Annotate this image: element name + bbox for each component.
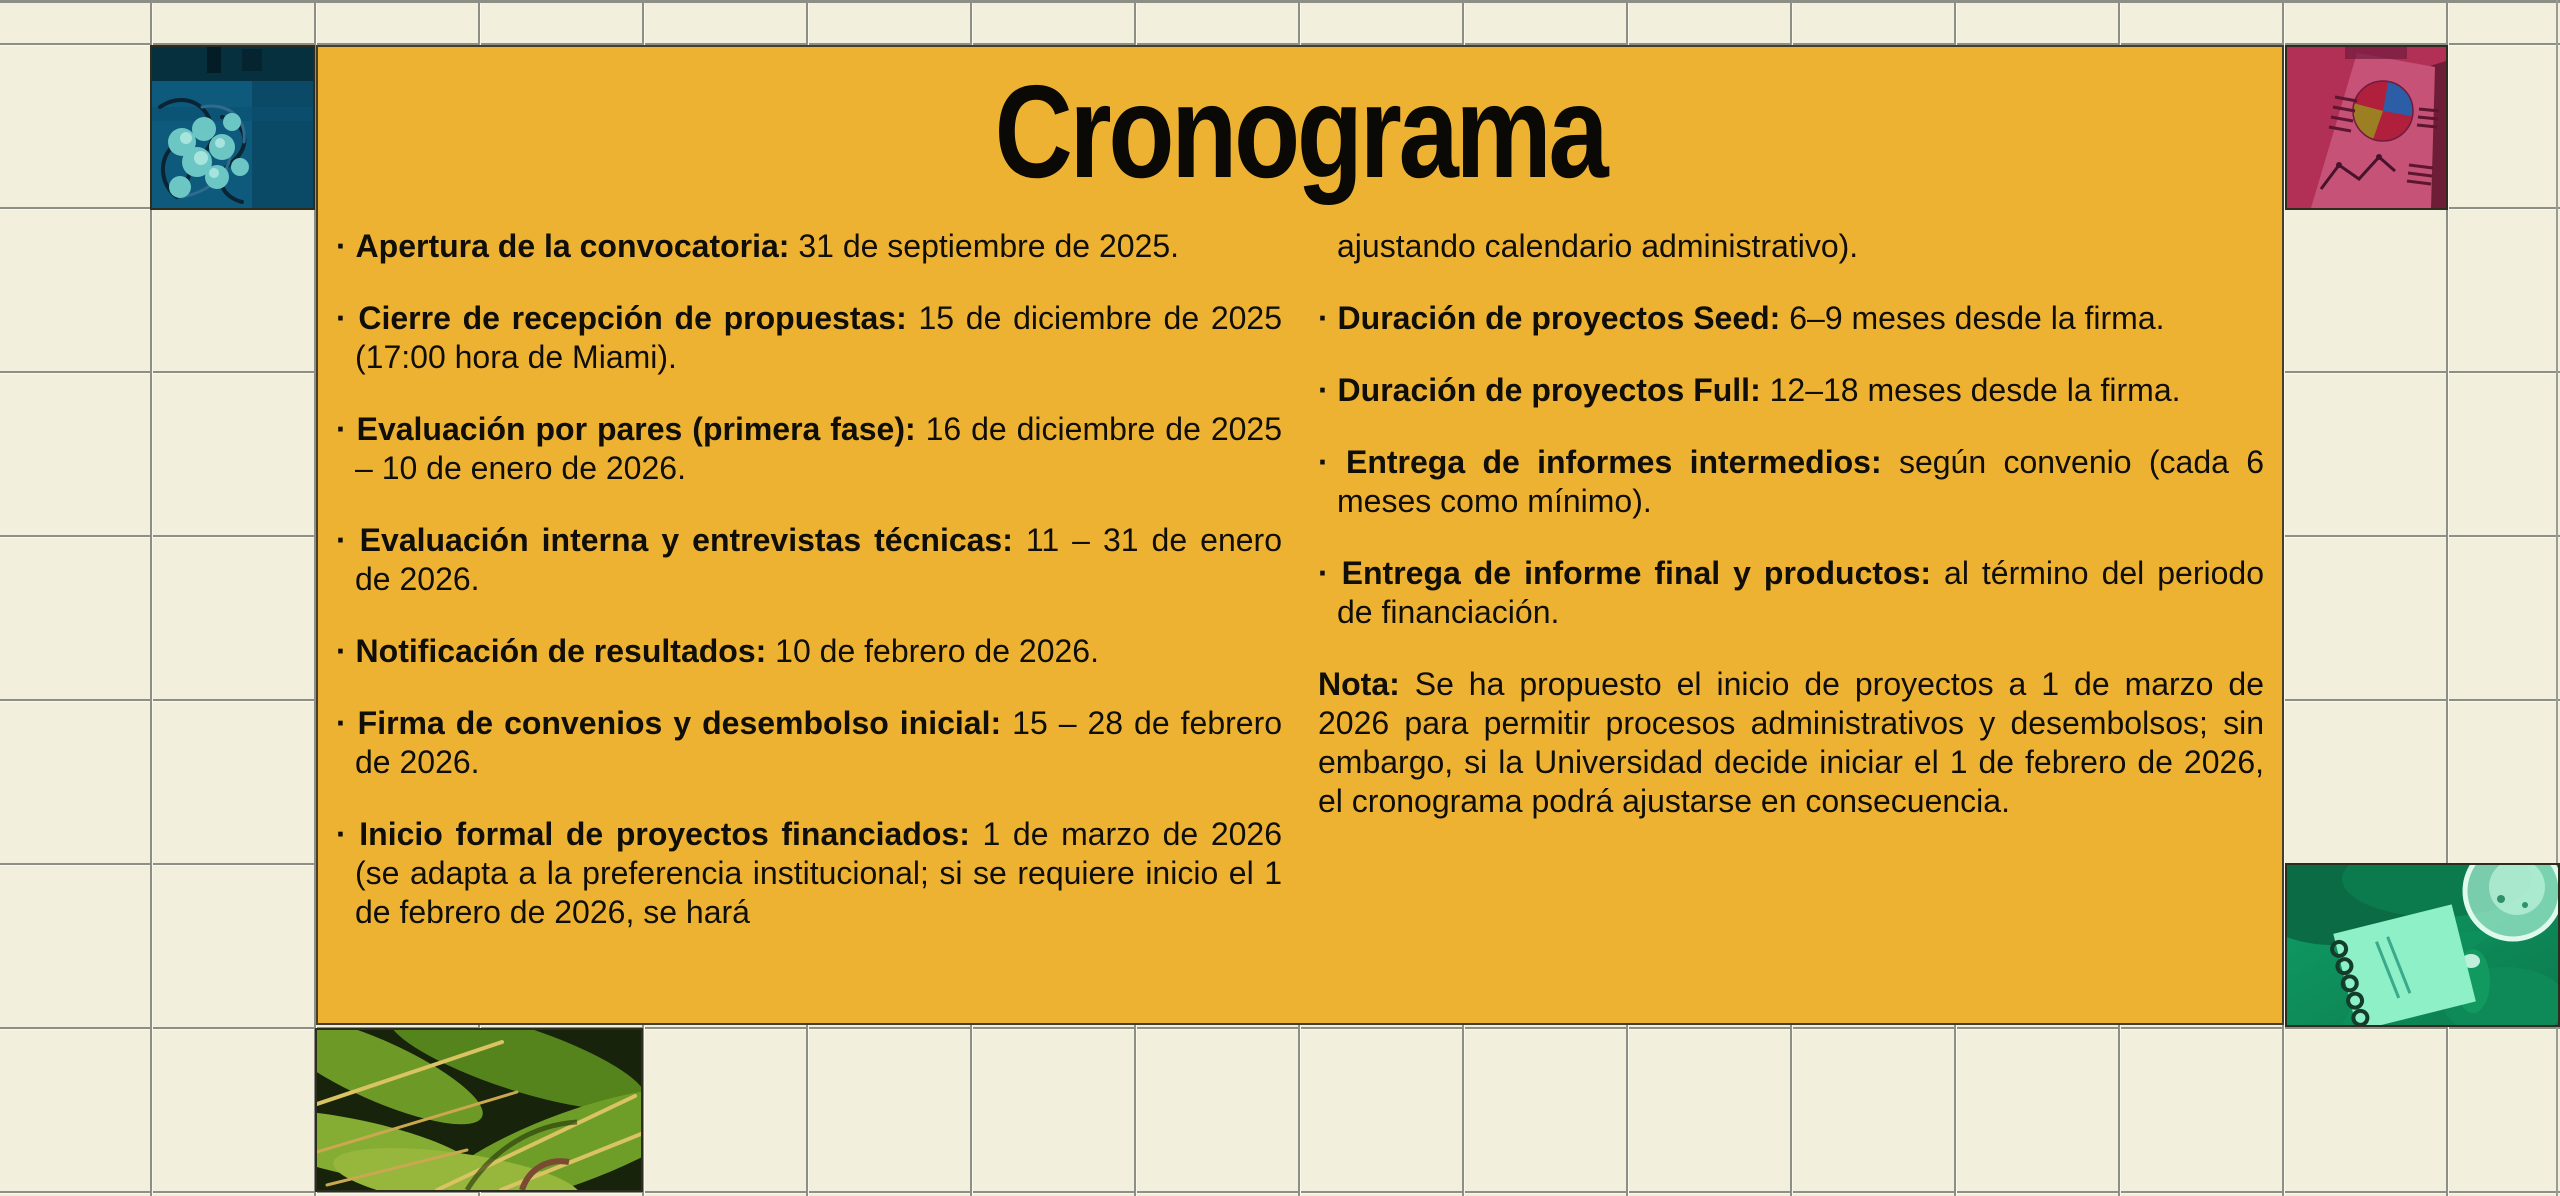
leaves-illustration	[317, 1030, 641, 1190]
bullet-dot: ·	[336, 300, 347, 336]
slide-title: Cronograma	[994, 58, 1606, 205]
timeline-left-column	[336, 227, 1282, 965]
bullet-dot: ·	[336, 522, 347, 558]
item-label: Duración de proyectos Full:	[1337, 372, 1761, 408]
bullet-dot: ·	[336, 816, 347, 852]
item-label: Evaluación por pares (primera fase):	[356, 411, 916, 447]
item-text: 16 de diciembre de 2025 – 10 de enero de 2026.	[355, 411, 1283, 486]
item-text: 1 de marzo de 2026 (se adapta a la preferencia institucional; si se requiere inicio el 1 de febrero de 2026, se hará	[355, 816, 1283, 930]
note-label: Nota:	[1318, 666, 1400, 702]
item-label: Cierre de recepción de propuestas:	[358, 300, 907, 336]
timeline-panel	[316, 45, 2284, 1025]
note-text: Se ha propuesto el inicio de proyectos a 1 de marzo de 2026 para permitir procesos administrativos y desembolsos; sin embargo, si la Universidad decide iniciar el 1 de febrero de 2026, el cronograma podrá ajustarse en consecuencia.	[1318, 666, 2265, 819]
timeline-item-duracion-full	[1318, 371, 2264, 410]
timeline-columns	[318, 227, 2282, 965]
item-text: 6–9 meses desde la firma.	[1789, 300, 2165, 336]
timeline-item-informes-intermedios	[1318, 443, 2264, 521]
item-text: 31 de septiembre de 2025.	[798, 228, 1180, 264]
report-illustration	[2287, 47, 2446, 208]
notepad-hand-photo	[2285, 863, 2560, 1027]
timeline-item-evaluacion-pares	[336, 410, 1282, 488]
timeline-right-column	[1318, 227, 2264, 965]
item-text: al término del periodo de financiación.	[1337, 555, 2265, 630]
timeline-item-inicio-formal	[336, 815, 1282, 932]
item-text: según convenio (cada 6 meses como mínimo).	[1337, 444, 2265, 519]
item-label: Entrega de informe final y productos:	[1341, 555, 1932, 591]
molecule-photo	[150, 45, 315, 210]
item-text: 11 – 31 de enero de 2026.	[355, 522, 1283, 597]
bullet-dot: ·	[336, 228, 347, 264]
item-label: Notificación de resultados:	[355, 633, 767, 669]
timeline-item-cierre	[336, 299, 1282, 377]
notepad-illustration	[2287, 865, 2558, 1025]
bullet-dot: ·	[336, 633, 347, 669]
timeline-item-duracion-seed	[1318, 299, 2264, 338]
timeline-note	[1318, 665, 2264, 821]
bullet-dot: ·	[1318, 555, 1329, 591]
item-text: 15 – 28 de febrero de 2026.	[355, 705, 1283, 780]
report-pie-chart-photo	[2285, 45, 2448, 210]
bullet-dot: ·	[336, 411, 347, 447]
item-label: Firma de convenios y desembolso inicial:	[357, 705, 1002, 741]
bullet-dot: ·	[336, 705, 347, 741]
timeline-item-apertura	[336, 227, 1282, 266]
bullet-dot: ·	[1318, 444, 1329, 480]
molecule-illustration	[152, 47, 315, 210]
item-text: 12–18 meses desde la firma.	[1769, 372, 2181, 408]
timeline-item-notificacion	[336, 632, 1282, 671]
grid-edge-line-top	[0, 0, 2560, 3]
timeline-item-continuation	[1318, 227, 2264, 266]
leaves-photo	[315, 1028, 643, 1192]
item-text: 15 de diciembre de 2025 (17:00 hora de Miami).	[355, 300, 1283, 375]
timeline-item-firma	[336, 704, 1282, 782]
timeline-item-evaluacion-interna	[336, 521, 1282, 599]
item-label: Apertura de la convocatoria:	[355, 228, 790, 264]
bullet-dot: ·	[1318, 300, 1329, 336]
item-label: Inicio formal de proyectos financiados:	[359, 816, 970, 852]
item-text: ajustando calendario administrativo).	[1337, 228, 1859, 264]
bullet-dot: ·	[1318, 372, 1329, 408]
item-text: 10 de febrero de 2026.	[775, 633, 1099, 669]
timeline-item-informe-final	[1318, 554, 2264, 632]
item-label: Duración de proyectos Seed:	[1337, 300, 1781, 336]
item-label: Entrega de informes intermedios:	[1345, 444, 1882, 480]
item-label: Evaluación interna y entrevistas técnicas:	[359, 522, 1013, 558]
